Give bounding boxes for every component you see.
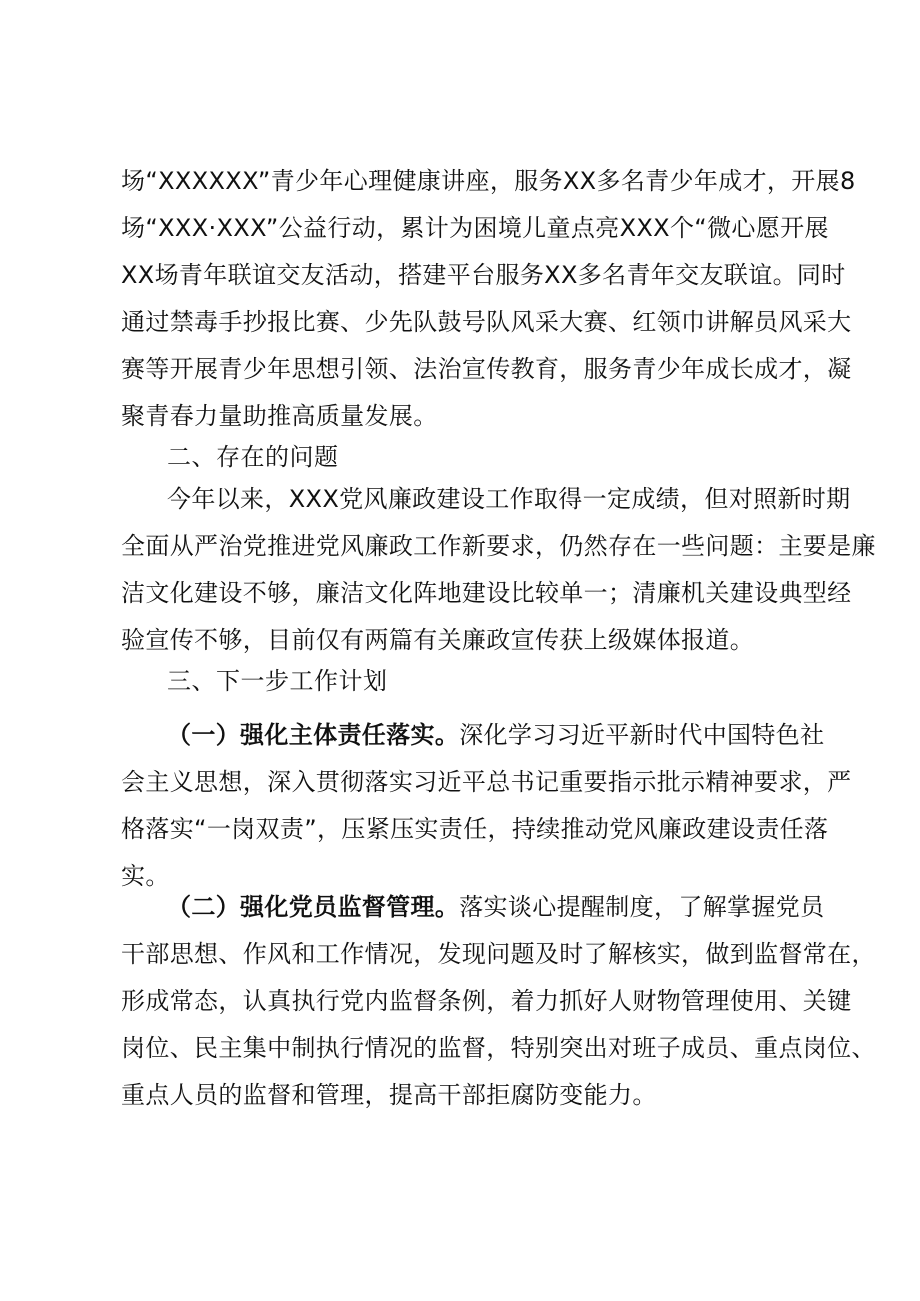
paragraph-line: 验宣传不够，目前仅有两篇有关廉政宣传获上级媒体报道。	[121, 626, 755, 654]
paragraph-line: 格落实“一岗双责”，压紧压实责任，持续推动党风廉政建设责任落	[121, 815, 829, 843]
paragraph-line: 形成常态，认真执行党内监督条例，着力抓好人财物管理使用、关键	[121, 987, 852, 1015]
paragraph-line: 通过禁毒手抄报比赛、少先队鼓号队风采大赛、红领巾讲解员风采大	[121, 308, 852, 336]
plan-item-1-first-line	[167, 718, 824, 752]
paragraph-line: 会主义思想，深入贯彻落实习近平总书记重要指示批示精神要求，严	[121, 768, 852, 796]
plan-item-2-first-line	[167, 890, 824, 924]
paragraph-line: XX场青年联谊交友活动，搭建平台服务XX多名青年交友联谊。同时	[121, 261, 846, 289]
paragraph-line: 全面从严治党推进党风廉政工作新要求，仍然存在一些问题：主要是廉	[121, 532, 876, 560]
paragraph-line: 岗位、民主集中制执行情况的监督，特别突出对班子成员、重点岗位、	[121, 1034, 876, 1062]
section-heading-plan: 三、下一步工作计划	[167, 667, 388, 695]
plan-item-2-title: （二）强化党员监督管理。	[167, 893, 460, 921]
plan-item-1-title: （一）强化主体责任落实。	[167, 721, 460, 749]
paragraph-line: 场“XXX·XXX”公益行动，累计为困境儿童点亮XXX个“微心愿开展	[121, 214, 829, 242]
section-heading-problems: 二、存在的问题	[167, 443, 339, 471]
paragraph-line: 干部思想、作风和工作情况，发现问题及时了解核实，做到监督常在，	[121, 940, 876, 968]
plan-item-1-text: 深化学习习近平新时代中国特色社	[459, 721, 825, 749]
paragraph-line: 聚青春力量助推高质量发展。	[121, 402, 438, 430]
plan-item-2-text: 落实谈心提醒制度，了解掌握党员	[459, 893, 825, 921]
paragraph-line: 赛等开展青少年思想引领、法治宣传教育，服务青少年成长成才，凝	[121, 355, 852, 383]
paragraph-line: 今年以来，XXX党风廉政建设工作取得一定成绩，但对照新时期	[167, 485, 851, 513]
paragraph-line: 重点人员的监督和管理，提高干部拒腐防变能力。	[121, 1081, 657, 1109]
paragraph-line: 场“XXXXXX”青少年心理健康讲座，服务XX多名青少年成才，开展8	[121, 167, 856, 195]
paragraph-line: 洁文化建设不够，廉洁文化阵地建设比较单一；清廉机关建设典型经	[121, 579, 852, 607]
paragraph-line: 实。	[121, 862, 170, 890]
